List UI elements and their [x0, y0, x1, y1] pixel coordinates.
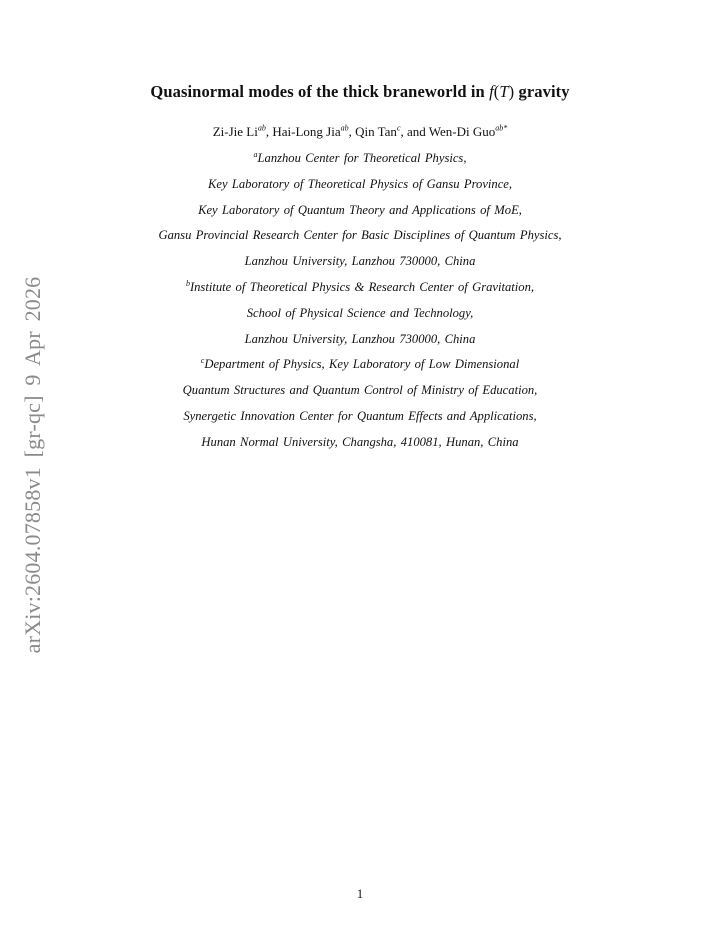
- affiliation-text: Quantum Structures and Quantum Control of Ministry of Education,: [182, 383, 538, 398]
- affiliation-text: Department of Physics, Key Laboratory of Low Dimensional: [204, 357, 520, 372]
- author-name: Wen-Di Guo: [428, 124, 496, 139]
- affiliation-text: Lanzhou Center for Theoretical Physics,: [257, 151, 467, 165]
- title-math-f: f: [489, 82, 494, 101]
- affiliation-line: [0, 253, 720, 279]
- affiliation-text: Key Laboratory of Theoretical Physics of Gansu Province,: [207, 176, 513, 191]
- affiliation-line: [0, 331, 720, 357]
- affiliation-block: [0, 150, 720, 460]
- author-separator: , and: [400, 124, 429, 139]
- author-name: Qin Tan: [355, 124, 397, 139]
- affiliation-text: Gansu Provincial Research Center for Basic Disciplines of Quantum Physics,: [158, 228, 562, 243]
- affiliation-text: Institute of Theoretical Physics & Research Center of Gravitation,: [189, 279, 535, 294]
- title-paren-close: ): [508, 82, 515, 101]
- affiliation-line: [0, 202, 720, 228]
- arxiv-identifier: arXiv:2604.07858v1 [gr-qc] 9 Apr 2026: [20, 276, 45, 654]
- author-affiliation-mark: ab*: [495, 123, 508, 133]
- affiliation-line: [0, 227, 720, 253]
- affiliation-line: [0, 305, 720, 331]
- title-text-before: Quasinormal modes of the thick braneworld in: [150, 82, 490, 101]
- paper-title: [0, 82, 720, 102]
- author-separator: ,: [265, 124, 273, 139]
- title-paren-open: (: [493, 82, 500, 101]
- title-text-after: gravity: [514, 82, 570, 101]
- author-affiliation-mark: ab: [340, 123, 349, 133]
- author-affiliation-mark: c: [396, 123, 401, 133]
- affiliation-text: Key Laboratory of Quantum Theory and Applications of MoE,: [198, 202, 522, 217]
- affiliation-mark: a: [253, 149, 258, 159]
- affiliation-line: [0, 408, 720, 434]
- affiliation-mark: c: [200, 356, 205, 366]
- affiliation-line: [0, 356, 720, 382]
- author-name: Zi-Jie Li: [212, 124, 258, 139]
- affiliation-line: [0, 382, 720, 408]
- affiliation-line: [0, 150, 720, 176]
- affiliation-line: [0, 176, 720, 202]
- author-affiliation-mark: ab: [257, 123, 266, 133]
- affiliation-text: Lanzhou University, Lanzhou 730000, China: [244, 254, 476, 269]
- affiliation-text: Lanzhou University, Lanzhou 730000, China: [244, 331, 476, 346]
- affiliation-text: Hunan Normal University, Changsha, 410081, Hunan, China: [201, 434, 519, 449]
- title-math-t: T: [499, 82, 509, 101]
- author-name: Hai-Long Jia: [272, 124, 341, 139]
- author-list: [0, 124, 720, 140]
- affiliation-text: School of Physical Science and Technology,: [246, 305, 474, 320]
- page-number: 1: [356, 887, 364, 901]
- affiliation-text: Synergetic Innovation Center for Quantum Effects and Applications,: [183, 408, 537, 423]
- author-separator: ,: [348, 124, 356, 139]
- affiliation-mark: b: [185, 278, 190, 288]
- affiliation-line: [0, 279, 720, 305]
- affiliation-line: [0, 434, 720, 460]
